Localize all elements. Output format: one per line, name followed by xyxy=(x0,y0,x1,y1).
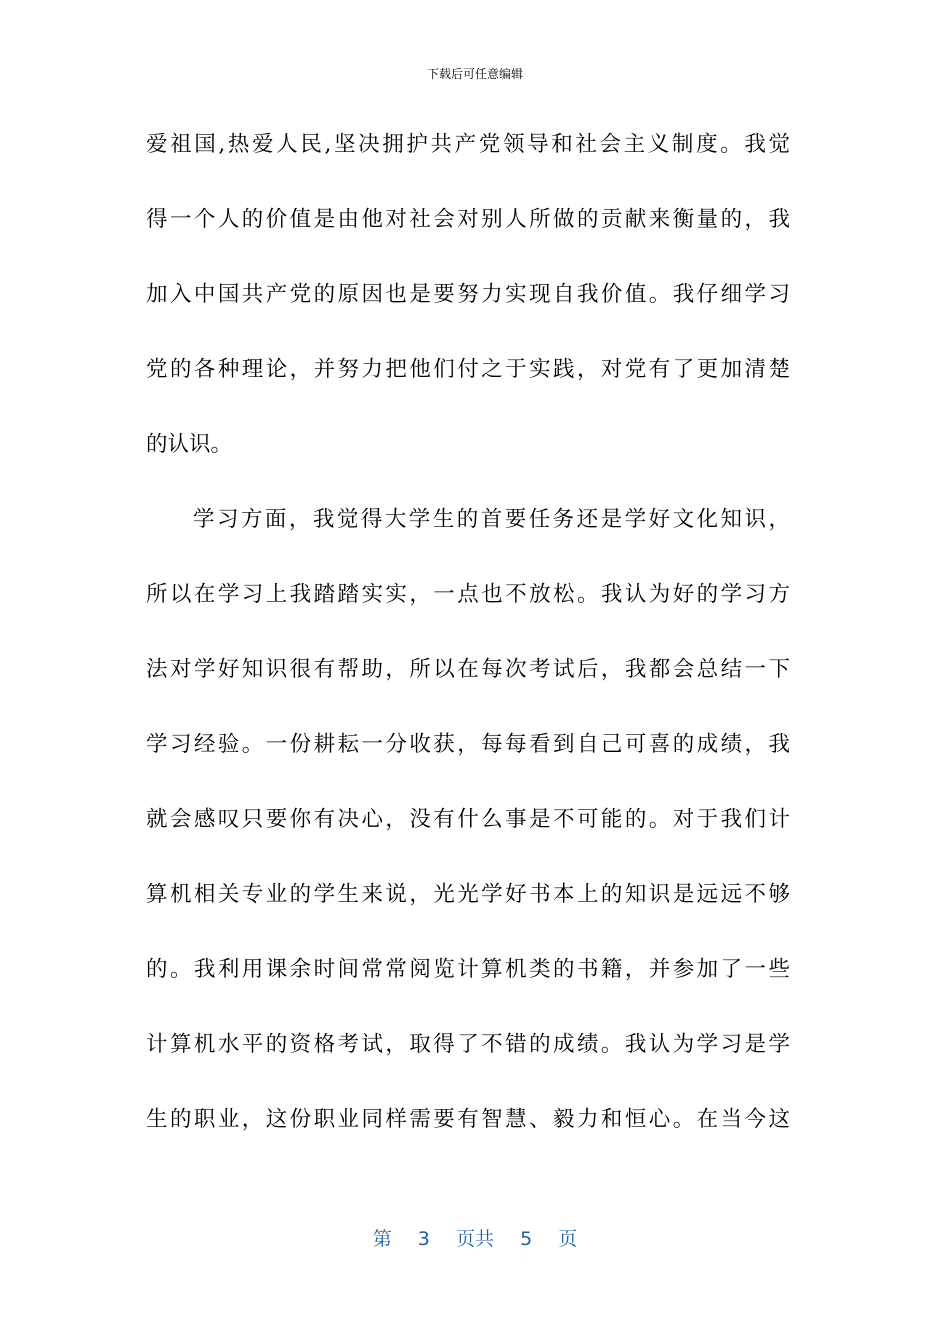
paragraph-line: 爱祖国,热爱人民,坚决拥护共产党领导和社会主义制度。我觉 xyxy=(146,132,790,157)
page-prefix: 第 xyxy=(372,1228,392,1250)
paragraph-line: 学习经验。一份耕耘一分收获，每每看到自己可喜的成绩，我 xyxy=(146,732,790,757)
paragraph-line: 计算机水平的资格考试，取得了不错的成绩。我认为学习是学 xyxy=(146,1032,790,1057)
paragraph-line: 的。我利用课余时间常常阅览计算机类的书籍，并参加了一些 xyxy=(146,957,790,982)
page-suffix: 页 xyxy=(558,1228,578,1250)
page-header-note: 下载后可任意编辑 xyxy=(426,67,523,81)
page-footer xyxy=(0,1226,950,1252)
paragraph-line: 生的职业，这份职业同样需要有智慧、毅力和恒心。在当今这 xyxy=(146,1107,790,1132)
paragraph-line: 所以在学习上我踏踏实实，一点也不放松。我认为好的学习方 xyxy=(146,582,790,607)
paragraph-line: 法对学好知识很有帮助，所以在每次考试后，我都会总结一下 xyxy=(146,657,790,682)
paragraph-line: 就会感叹只要你有决心，没有什么事是不可能的。对于我们计 xyxy=(146,807,790,832)
paragraph-line: 得一个人的价值是由他对社会对别人所做的贡献来衡量的，我 xyxy=(146,207,790,232)
paragraph-line: 学习方面，我觉得大学生的首要任务还是学好文化知识， xyxy=(193,507,790,532)
paragraph-line: 算机相关专业的学生来说，光光学好书本上的知识是远远不够 xyxy=(146,882,790,907)
paragraph-line: 的认识。 xyxy=(146,432,233,457)
page-number: 3 xyxy=(417,1228,430,1250)
paragraph-line: 加入中国共产党的原因也是要努力实现自我价值。我仔细学习 xyxy=(146,282,790,307)
total-pages: 5 xyxy=(520,1228,533,1250)
paragraph-line: 党的各种理论，并努力把他们付之于实践，对党有了更加清楚 xyxy=(146,357,790,382)
page-middle: 页共 xyxy=(455,1228,494,1250)
